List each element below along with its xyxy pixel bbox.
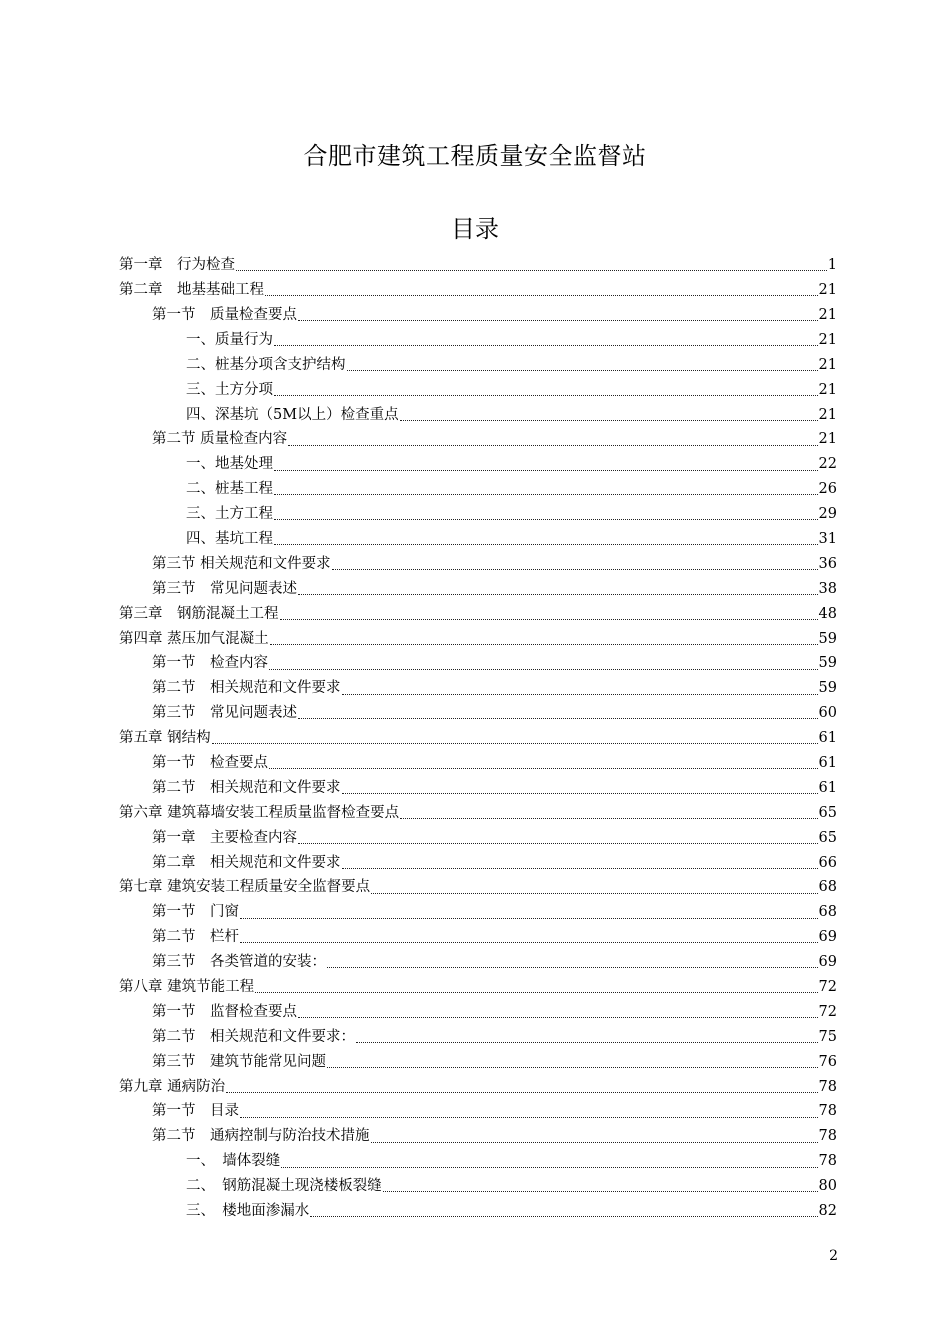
toc-entry-title: 第二节 相关规范和文件要求 xyxy=(152,779,341,796)
toc-dot-leader xyxy=(298,319,818,321)
toc-entry-title: 第二章 地基基础工程 xyxy=(119,282,264,299)
toc-entry[interactable] xyxy=(119,577,837,602)
toc-entry-page: 78 xyxy=(818,1078,837,1095)
toc-entry-title: 第三节 常见问题表述 xyxy=(152,580,297,597)
toc-dot-leader xyxy=(255,991,817,993)
toc-entry[interactable] xyxy=(119,527,837,552)
toc-entry[interactable] xyxy=(119,278,837,303)
toc-entry-page: 72 xyxy=(818,1003,837,1020)
toc-dot-leader xyxy=(347,369,818,371)
toc-entry-page: 22 xyxy=(818,456,837,473)
toc-entry[interactable] xyxy=(119,1099,837,1124)
toc-dot-leader xyxy=(270,643,818,645)
toc-entry-title: 三、 楼地面渗漏水 xyxy=(186,1203,310,1220)
toc-entry[interactable] xyxy=(119,427,837,452)
toc-entry-page: 21 xyxy=(818,282,837,299)
toc-entry-page: 80 xyxy=(818,1178,837,1195)
toc-entry-page: 36 xyxy=(818,555,837,572)
toc-entry-page: 59 xyxy=(818,680,837,697)
toc-entry-title: 第三节 建筑节能常见问题 xyxy=(152,1053,326,1070)
toc-entry-page: 31 xyxy=(818,530,837,547)
toc-entry[interactable] xyxy=(119,402,837,427)
toc-entry-page: 21 xyxy=(818,406,837,423)
toc-entry-title: 三、土方分项 xyxy=(186,381,273,398)
organization-title: 合肥市建筑工程质量安全监督站 xyxy=(303,142,647,170)
toc-dot-leader xyxy=(342,792,818,794)
toc-dot-leader xyxy=(265,294,818,296)
toc-dot-leader xyxy=(342,867,818,869)
toc-entry-page: 69 xyxy=(818,929,837,946)
toc-dot-leader xyxy=(371,1141,818,1143)
toc-entry[interactable] xyxy=(119,502,837,527)
toc-entry-page: 21 xyxy=(818,331,837,348)
toc-entry-title: 一、 墙体裂缝 xyxy=(186,1153,281,1170)
toc-entry-page: 78 xyxy=(818,1153,837,1170)
toc-entry-title: 第一节 监督检查要点 xyxy=(152,1003,297,1020)
toc-dot-leader xyxy=(274,543,818,545)
toc-entry[interactable] xyxy=(119,801,837,826)
toc-entry-page: 59 xyxy=(818,655,837,672)
toc-entry[interactable] xyxy=(119,452,837,477)
toc-entry-title: 第五章 钢结构 xyxy=(119,730,211,747)
toc-entry[interactable] xyxy=(119,1149,837,1174)
toc-entry-title: 第八章 建筑节能工程 xyxy=(119,979,255,996)
toc-entry-page: 38 xyxy=(818,580,837,597)
toc-dot-leader xyxy=(274,344,818,346)
toc-entry[interactable] xyxy=(119,552,837,577)
toc-entry-title: 四、深基坑（5M以上）检查重点 xyxy=(186,406,399,423)
toc-entry-title: 第二节 质量检查内容 xyxy=(152,431,288,448)
toc-entry[interactable] xyxy=(119,950,837,975)
toc-dot-leader xyxy=(274,394,818,396)
toc-entry[interactable] xyxy=(119,701,837,726)
toc-dot-leader xyxy=(281,1166,817,1168)
toc-dot-leader xyxy=(274,518,818,520)
toc-entry-title: 第一节 门窗 xyxy=(152,904,239,921)
toc-entry-title: 二、桩基工程 xyxy=(186,481,273,498)
toc-entry[interactable] xyxy=(119,601,837,626)
toc-entry-page: 76 xyxy=(818,1053,837,1070)
toc-dot-leader xyxy=(371,892,817,894)
toc-entry-page: 26 xyxy=(818,481,837,498)
toc-dot-leader xyxy=(274,469,818,471)
toc-entry-page: 48 xyxy=(818,605,837,622)
toc-entry-page: 60 xyxy=(818,705,837,722)
toc-entry-title: 二、桩基分项含支护结构 xyxy=(186,356,346,373)
toc-dot-leader xyxy=(327,966,818,968)
toc-dot-leader xyxy=(240,941,818,943)
toc-entry[interactable] xyxy=(119,1025,837,1050)
toc-entry[interactable] xyxy=(119,1050,837,1075)
toc-dot-leader xyxy=(269,767,818,769)
toc-entry-page: 1 xyxy=(827,257,837,274)
toc-entry-title: 第三节 相关规范和文件要求 xyxy=(152,555,331,572)
toc-dot-leader xyxy=(383,1190,818,1192)
toc-entry[interactable] xyxy=(119,1174,837,1199)
toc-entry[interactable] xyxy=(119,1199,837,1224)
toc-entry-page: 78 xyxy=(818,1128,837,1145)
toc-entry[interactable] xyxy=(119,253,837,278)
toc-entry[interactable] xyxy=(119,477,837,502)
toc-dot-leader xyxy=(356,1041,818,1043)
toc-entry[interactable] xyxy=(119,1074,837,1099)
table-of-contents xyxy=(119,253,837,1224)
toc-entry-title: 一、地基处理 xyxy=(186,456,273,473)
toc-dot-leader xyxy=(240,917,818,919)
toc-dot-leader xyxy=(298,1016,818,1018)
toc-entry[interactable] xyxy=(119,875,837,900)
toc-entry-page: 21 xyxy=(818,431,837,448)
toc-entry-page: 61 xyxy=(818,755,837,771)
toc-entry[interactable] xyxy=(119,975,837,1000)
toc-dot-leader xyxy=(274,493,818,495)
toc-entry-title: 第三节 常见问题表述 xyxy=(152,705,297,722)
toc-entry-page: 21 xyxy=(818,306,837,323)
toc-entry[interactable] xyxy=(119,676,837,701)
toc-entry[interactable] xyxy=(119,328,837,353)
toc-entry[interactable] xyxy=(119,776,837,801)
toc-entry-page: 59 xyxy=(818,630,837,647)
toc-entry-title: 二、 钢筋混凝土现浇楼板裂缝 xyxy=(186,1178,382,1195)
toc-entry-title: 第九章 通病防治 xyxy=(119,1078,226,1095)
toc-dot-leader xyxy=(288,444,817,446)
toc-dot-leader xyxy=(327,1066,818,1068)
toc-dot-leader xyxy=(400,419,818,421)
toc-dot-leader xyxy=(236,269,827,271)
toc-dot-leader xyxy=(226,1091,817,1093)
toc-dot-leader xyxy=(240,1116,818,1118)
toc-entry-page: 21 xyxy=(818,356,837,373)
toc-entry[interactable] xyxy=(119,377,837,402)
toc-dot-leader xyxy=(269,668,818,670)
toc-entry-title: 第二节 相关规范和文件要求 xyxy=(152,680,341,697)
toc-entry-title: 第二节 相关规范和文件要求： xyxy=(152,1028,355,1045)
toc-entry-page: 72 xyxy=(818,979,837,996)
toc-entry-page: 61 xyxy=(818,779,837,796)
toc-entry[interactable] xyxy=(119,626,837,651)
toc-entry-title: 第六章 建筑幕墙安装工程质量监督检查要点 xyxy=(119,804,400,821)
toc-entry-page: 21 xyxy=(818,381,837,398)
toc-entry-title: 第三节 各类管道的安装： xyxy=(152,954,326,971)
toc-entry-title: 第四章 蒸压加气混凝土 xyxy=(119,630,269,647)
toc-entry-title: 第一节 检查要点 xyxy=(152,755,268,771)
toc-entry[interactable] xyxy=(119,726,837,751)
toc-dot-leader xyxy=(400,817,817,819)
toc-dot-leader xyxy=(298,593,818,595)
toc-entry-title: 第一节 检查内容 xyxy=(152,655,268,672)
toc-entry-title: 第三章 钢筋混凝土工程 xyxy=(119,605,279,622)
toc-entry-page: 29 xyxy=(818,506,837,523)
toc-dot-leader xyxy=(212,742,818,744)
toc-entry-title: 第一节 质量检查要点 xyxy=(152,306,297,323)
toc-dot-leader xyxy=(332,568,818,570)
toc-entry[interactable] xyxy=(119,850,837,875)
toc-entry-page: 65 xyxy=(818,829,837,846)
toc-entry-page: 68 xyxy=(818,904,837,921)
toc-entry-page: 78 xyxy=(818,1103,837,1120)
toc-entry[interactable] xyxy=(119,751,837,776)
toc-dot-leader xyxy=(310,1215,817,1217)
toc-entry-title: 第一节 目录 xyxy=(152,1103,239,1120)
toc-entry-page: 68 xyxy=(818,879,837,896)
toc-entry-page: 61 xyxy=(818,730,837,747)
page-number: 2 xyxy=(829,1248,838,1264)
toc-entry[interactable] xyxy=(119,825,837,850)
toc-entry[interactable] xyxy=(119,353,837,378)
toc-entry-page: 75 xyxy=(818,1028,837,1045)
toc-dot-leader xyxy=(298,717,818,719)
toc-entry-title: 第七章 建筑安装工程质量安全监督要点 xyxy=(119,879,371,896)
toc-entry[interactable] xyxy=(119,651,837,676)
toc-entry-page: 82 xyxy=(818,1203,837,1220)
toc-entry[interactable] xyxy=(119,900,837,925)
toc-dot-leader xyxy=(298,842,818,844)
toc-entry-page: 65 xyxy=(818,804,837,821)
toc-entry-page: 69 xyxy=(818,954,837,971)
toc-dot-leader xyxy=(280,618,818,620)
toc-entry-title: 一、质量行为 xyxy=(186,331,273,348)
toc-entry[interactable] xyxy=(119,303,837,328)
toc-heading: 目录 xyxy=(451,215,499,243)
toc-entry-page: 66 xyxy=(818,854,837,871)
toc-entry-title: 四、基坑工程 xyxy=(186,530,273,547)
toc-entry-title: 第二节 通病控制与防治技术措施 xyxy=(152,1128,370,1145)
toc-entry-title: 三、土方工程 xyxy=(186,506,273,523)
toc-entry-title: 第一章 主要检查内容 xyxy=(152,829,297,846)
toc-entry[interactable] xyxy=(119,925,837,950)
toc-entry-title: 第一章 行为检查 xyxy=(119,257,235,274)
toc-entry-title: 第二章 相关规范和文件要求 xyxy=(152,854,341,871)
toc-dot-leader xyxy=(342,693,818,695)
toc-entry[interactable] xyxy=(119,1124,837,1149)
toc-entry-title: 第二节 栏杆 xyxy=(152,929,239,946)
toc-entry[interactable] xyxy=(119,1000,837,1025)
